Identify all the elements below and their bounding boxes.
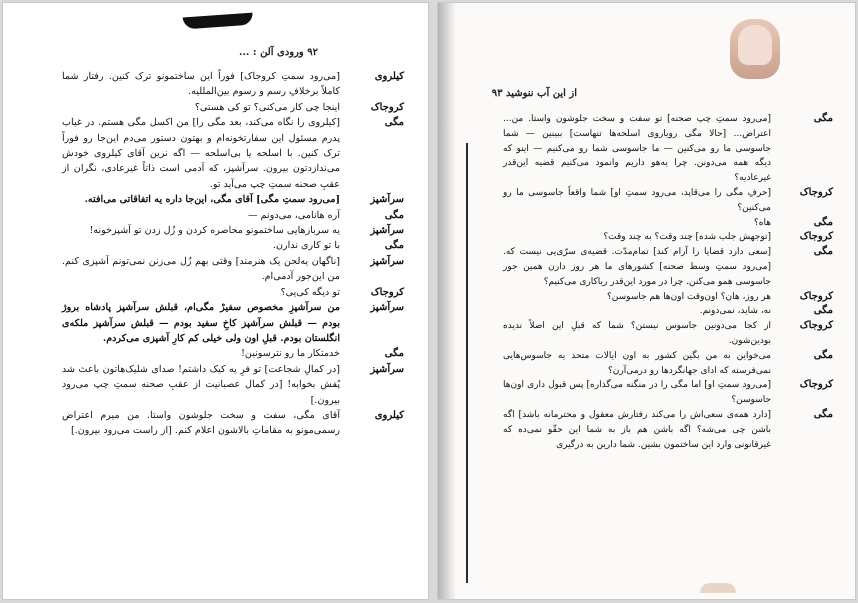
dialogue-line <box>483 378 833 408</box>
scan-artifact-blob <box>183 13 254 30</box>
dialogue-line <box>483 216 833 231</box>
dialogue-line <box>483 186 833 216</box>
speaker-name: سرآشپز <box>370 225 404 237</box>
dialogue-text: [ناگهان یه‌لحن یک هنرمند] وقتی بهم زُل می‌زنن نمی‌تونم آشپزی کنم. من این‌جور آدمی‌ام. <box>62 255 340 283</box>
dialogue-text: [حرفِ مگی را می‌قاپد، می‌رود سمتِ او] شما واقعاً جاسوسی ما رو می‌کنین؟ <box>503 187 771 213</box>
left-book-page <box>2 2 429 600</box>
dialogue-text: هر روز، هان؟ اون‌وقت اون‌ها هم جاسوسن؟ <box>607 291 771 302</box>
right-page-header: از این آب ننوشید ۹۳ <box>491 88 577 99</box>
dialogue-text: [در کمالِ شجاعت] تو فرِ یه کیک داشتم! صدای شلیک‌هاتون باعث شد پُفش بخوابه! [در کمال عصبانیت از عقبِ صحنه سمتِ چپ می‌رود بیرون.] <box>62 363 340 406</box>
speaker-name: کروجاک <box>799 379 833 391</box>
speaker-name: مگی <box>813 246 833 258</box>
dialogue-line <box>54 223 404 238</box>
speaker-name: مگی <box>813 305 833 317</box>
speaker-name: سرآشپز <box>370 302 404 314</box>
speaker-name: مگی <box>813 216 833 228</box>
dialogue-text: [کیلروی را نگاه می‌کند، بعد مگی را] من اکسل مگی هستم. در غیاب پدرم مسئول این سفارتخونه‌ام و بهتون دستور می‌دم این‌جا رو فوراً ترک کنین. با اسلحه یا بی‌اسلحه — اگه نرین آقای کیلروی خودش می‌ندازدتون بیرون. سرآشپز، که آدمی است ذاتاً غیرعادی، نگران از عقبِ صحنه سمتِ چپ می‌آید تو. <box>62 117 340 190</box>
speaker-name: مگی <box>813 113 833 124</box>
speaker-name: مگی <box>384 348 404 360</box>
dialogue-line <box>54 346 404 361</box>
speaker-name: کروجاک <box>370 101 404 113</box>
left-page-dialogue <box>54 69 404 439</box>
speaker-name: مگی <box>813 408 833 420</box>
dialogue-line <box>54 238 404 253</box>
dialogue-text: آقای مگی، سفت و سخت جلوشون واستا. من میرم اعتراض رسمی‌مونو به مقاماتِ بالاشون اعلام کنم. [از راست می‌رود بیرون.] <box>62 409 340 437</box>
dialogue-line <box>483 112 833 186</box>
speaker-name: کروجاک <box>799 320 833 332</box>
dialogue-line <box>483 408 833 452</box>
speaker-name: کروجاک <box>799 231 833 243</box>
right-book-page <box>437 2 856 600</box>
dialogue-text: اینجا چی کار می‌کنی؟ تو کی هستی؟ <box>194 101 340 113</box>
dialogue-line <box>483 349 833 379</box>
speaker-name: کروجاک <box>370 286 404 298</box>
dialogue-line <box>54 362 404 408</box>
scan-artifact-finger <box>700 583 736 593</box>
dialogue-text: [می‌رود سمتِ مگی] آقای مگی، این‌جا داره یه اتفاقاتی می‌افته. <box>84 194 340 206</box>
dialogue-line <box>54 300 404 346</box>
speaker-name: کیلروی <box>374 71 404 82</box>
dialogue-line <box>54 100 404 115</box>
dialogue-text: [دارد همه‌ی سعی‌اش را می‌کند رفتارش معقول و محترمانه باشد] اگه باشن چی می‌شه؟ اگه باشن هم باز به شما این حقّو نمی‌ده که غیرقانونی وارد این ساختمون بشین. شما دارین به درگیری <box>503 409 771 450</box>
dialogue-text: تو دیگه کی‌یی؟ <box>280 286 340 298</box>
dialogue-text: من سرآشپزِ مخصوص سفیرْ مگی‌ام، قبلش سرآشپز پادشاه بروژ بودم — قبلش سرآشپز کاخِ سفید بودم — قبلش سرآشپز ملکه‌ی انگلستان بودم. قبلِ اون ولی خیلی کم کارِ آشپزی می‌کردم. <box>62 302 340 344</box>
book-spine-shadow <box>438 3 456 599</box>
dialogue-line <box>54 254 404 285</box>
dialogue-text: [سعی دارد قضایا را آرام کند] تمام‌مدّت. قضیه‌ی سرّی‌یی نیست که. [می‌رود سمتِ وسط صحنه] کشورهای ما هر روز دارن همین جور جاسوسی همو می‌کنن. چرا در مورد این‌قدر ریاکاری می‌کنیم؟ <box>503 247 771 287</box>
speaker-name: مگی <box>384 209 404 221</box>
book-spine-edge <box>466 143 468 583</box>
dialogue-text: با تو کاری ندارن. <box>272 240 340 252</box>
dialogue-line <box>54 192 404 207</box>
dialogue-line <box>483 290 833 305</box>
dialogue-text: [می‌رود سمتِ چپ صحنه] تو سفت و سخت جلوشون واستا. من... اعتراض... [حالا مگی رویاروی اسلحه‌ها تنهاست] ببینین — شما جاسوسی ما رو می‌کنین — ما جاسوسی شما رو می‌کنیم — اینو که دیگه همه می‌دونن. چرا یه‌هو داریم وانمود می‌کنیم قضیه این‌قدر غیرعادیه؟ <box>503 114 771 184</box>
speaker-name: مگی <box>384 117 404 129</box>
speaker-name: کیلروی <box>374 409 404 421</box>
dialogue-line <box>483 245 833 289</box>
dialogue-text: می‌خواین به من بگین کشور به اون ایالات متحد یه جاسوس‌هایی نمی‌فرسته که ادای جهانگردها رو درمی‌آرن؟ <box>503 350 771 376</box>
dialogue-text: [توجهش جلب شده] چند وقت؟ به چند وقت؟ <box>603 232 771 243</box>
thumbnail-nail <box>738 25 772 65</box>
speaker-name: کروجاک <box>799 186 833 198</box>
dialogue-text: از کجا می‌دونین جاسوس نیستن؟ شما که قبلِ این اصلاً ندیده بودین‌شون. <box>503 321 771 346</box>
dialogue-line <box>54 208 404 223</box>
speaker-name: سرآشپز <box>370 194 404 206</box>
dialogue-line <box>54 69 404 100</box>
right-page-dialogue <box>483 112 833 452</box>
dialogue-line <box>483 319 833 349</box>
dialogue-text: آره هانامی، می‌دونم — <box>248 209 340 221</box>
speaker-name: کروجاک <box>799 290 833 302</box>
speaker-name: سرآشپز <box>370 363 404 375</box>
left-page-header: ۹۲ ورودی آلن : ... <box>238 47 318 58</box>
dialogue-line <box>483 230 833 245</box>
speaker-name: مگی <box>384 240 404 252</box>
dialogue-text: [می‌رود سمتِ کروجاک] فوراً این ساختمونو ترک کنین. رفتار شما کاملاً برخلافِ رسم و رسوم بین‌المللیه. <box>62 71 340 98</box>
dialogue-line <box>483 304 833 319</box>
dialogue-line <box>54 115 404 192</box>
dialogue-text: خدمتکار ما رو نترسونین! <box>241 348 340 360</box>
speaker-name: مگی <box>813 349 833 361</box>
dialogue-text: [می‌رود سمتِ او] اما مگی را در منگنه می‌گذاره] پس قبول داری اون‌ها جاسوسن؟ <box>503 380 771 406</box>
dialogue-line <box>54 408 404 439</box>
speaker-name: سرآشپز <box>370 255 404 267</box>
dialogue-text: هاه؟ <box>754 217 771 228</box>
dialogue-line <box>54 285 404 300</box>
dialogue-text: یه سربازهایی ساختمونو محاصره کردن و زُل زدن تو آشپزخونه! <box>89 225 340 237</box>
dialogue-text: نه، شاید، نمی‌دونم. <box>699 306 771 317</box>
